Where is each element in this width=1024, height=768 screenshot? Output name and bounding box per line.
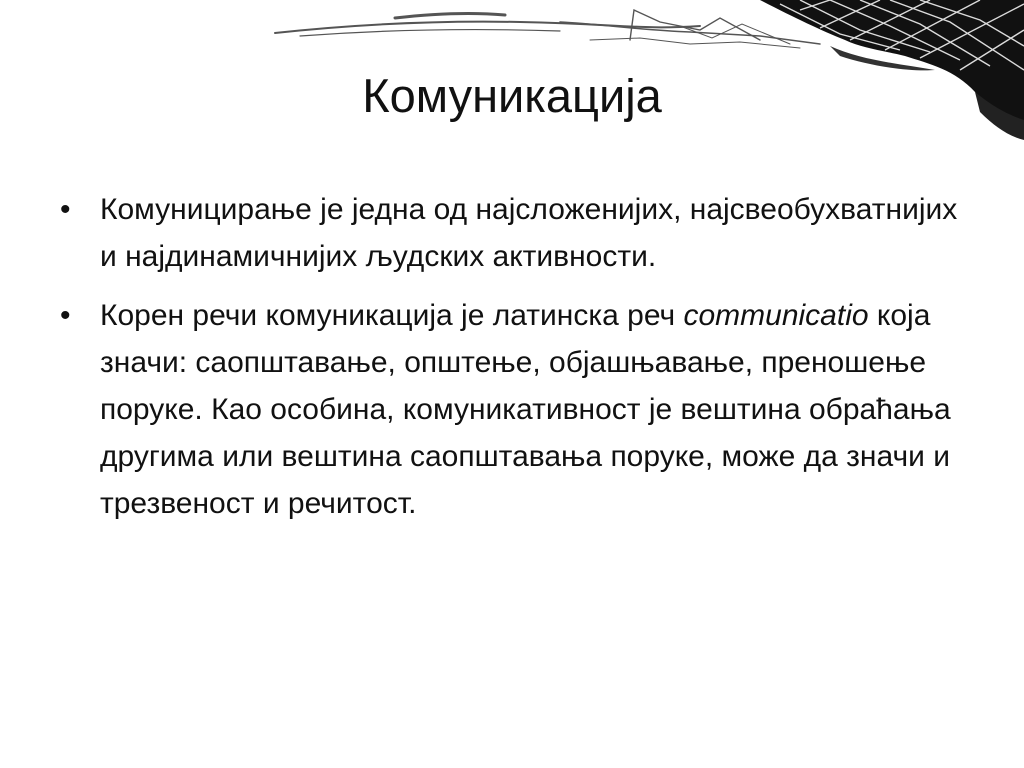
bullet-item (58, 186, 958, 280)
bullet-item (58, 292, 958, 527)
brush-stroke (560, 22, 820, 44)
mesh-line (890, 0, 1024, 70)
bullet-list (58, 186, 958, 539)
bullet-text-end: која значи: саопштавање, општење, објашњавање, преношење поруке. Као особина, комуникативност је вештина обраћања другима или вештина саопштавања поруке, може да значи и трезвеност и речитост. (100, 299, 951, 520)
brush-stroke (395, 14, 505, 18)
brush-stroke (680, 24, 790, 44)
mesh-line (780, 4, 900, 50)
brush-stroke (275, 22, 700, 33)
mesh-line (860, 0, 990, 66)
mesh-line (800, 0, 830, 10)
bullet-text: Комуницирање је једна од најсложенијих, најсвеобухватнијих и најдинамичнијих људских активности. (100, 193, 958, 273)
mesh-line (920, 4, 1024, 58)
bullet-text (100, 299, 951, 520)
brush-strokes (275, 10, 820, 48)
mesh-line (885, 0, 980, 50)
brush-stroke (300, 30, 560, 36)
slide-title: Комуникација (362, 69, 662, 122)
bullet-icon: • (60, 193, 71, 226)
latin-term: communicatio (683, 299, 869, 332)
bullet-text-start: Корен речи комуникација је латинска реч (100, 299, 684, 332)
mesh-line (800, 0, 930, 52)
bullet-icon: • (60, 299, 71, 332)
mesh-line (820, 0, 880, 28)
mesh-line (850, 0, 930, 40)
brush-stroke (590, 38, 800, 48)
brush-stroke (630, 10, 760, 40)
mesh-line (920, 0, 1024, 46)
mesh-pattern (780, 0, 1024, 70)
mesh-line (830, 0, 960, 60)
